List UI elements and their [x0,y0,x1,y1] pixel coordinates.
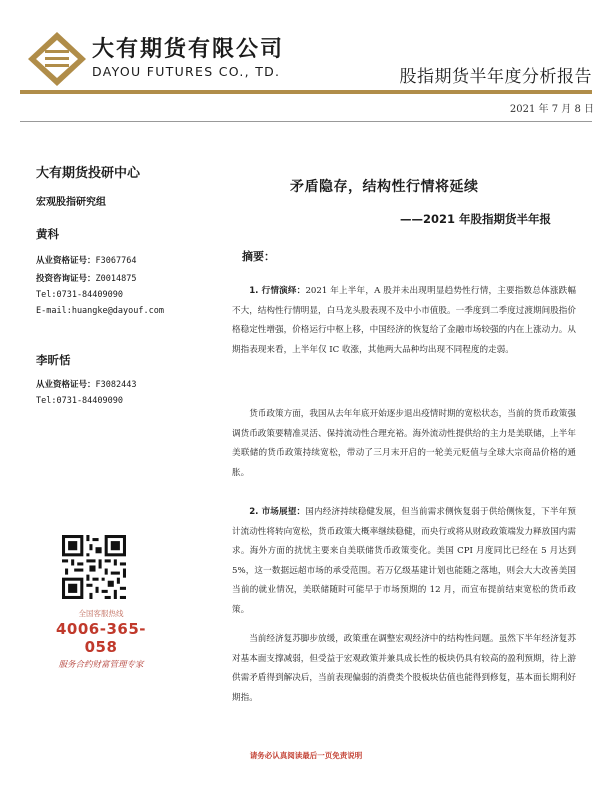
hotline-label: 全国客服热线 [78,609,124,618]
paragraph-text: 国内经济持续稳健发展，但当前需求侧恢复弱于供给侧恢复，下半年预计流动性将转向宽松，货币政策大概率继续稳健，而央行或将从财政政策端发力释放国内需求。海外方面的扰忧主要来自美联储货币政策变化。美国 CPI 月度同比已经在 5 月达到 5%，这一数据远超市场的承受范围。若万亿级基建计划也能随之落地，则会大大改善美国当前的就业情况，美联储随时可能早于市场预期的 12 月，而宣布提前结束宽松的货币政策。 [232,507,576,615]
qualification-label: 从业资格证号： [36,256,96,266]
advisory-label: 投资咨询证号： [36,274,96,284]
abstract-paragraph [232,405,576,483]
paragraph-lead: 2. 市场展望： [249,507,306,517]
customer-hotline [46,608,156,670]
dept-name: 宏观股指研究组 [36,197,106,208]
qualification-number: F3067764 [95,256,137,266]
dayou-logo-icon [26,30,88,88]
advisory-line [36,272,216,284]
abstract-paragraph [232,503,576,620]
date-divider [20,121,592,122]
disclaimer-note: 请务必认真阅读最后一页免责说明 [249,751,363,760]
advisory-number: Z0014875 [95,274,137,284]
analyst-name: 李昕恬 [36,353,71,367]
sidebar-org [36,162,206,208]
qualification-label: 从业资格证号： [36,380,96,390]
abstract-paragraph [232,630,576,708]
qualification-line [36,378,216,390]
org-name: 大有期货投研中心 [36,166,141,181]
company-logo [26,30,286,90]
analyst-email[interactable]: E-mail:huangke@dayouf.com [36,306,164,316]
paragraph-text: 当前经济复苏脚步放缓，政策重在调整宏观经济中的结构性问题。虽然下半年经济复苏对基本面支撑减弱，但受益于宏观政策并兼具成长性的板块仍具有较高的盈利预期，待上游供需矛盾得到解决后，当前表现偏弱的消费类个股板块估值也能得到修复，基本面长期利好期指。 [232,634,576,703]
analyst-tel: Tel:0731-84409090 [36,396,123,406]
paragraph-lead: 1. 行情演绎： [249,286,306,296]
analyst-name: 黄科 [36,227,59,241]
company-name-cn: 大有期货有限公司 [92,37,285,62]
abstract-paragraph [232,282,576,360]
qr-code-icon[interactable] [62,535,126,599]
qualification-line [36,254,216,266]
paragraph-text: 货币政策方面，我国从去年年底开始逐步退出疫情时期的宽松状态，当前的货币政策强调货币政策要精准灵活、保持流动性合理充裕。海外流动性提供给的主力是美联储，上半年美联储的货币政策持续宽松，带动了三月末开启的一轮美元贬值与全球大宗商品价格的通胀。 [232,409,576,478]
company-name-en: DAYOU FUTURES CO., TD. [92,64,281,79]
article-subtitle: ——2021 年股指期货半年报 [400,212,552,226]
hotline-number[interactable]: 4006-365-058 [55,620,146,656]
analyst-card [36,226,216,316]
analyst-card [36,352,216,406]
report-title: 股指期货半年度分析报告 [399,67,592,87]
company-slogan: 服务合约财富管理专家 [58,660,144,670]
header-divider [20,90,592,94]
article-title: 矛盾隐存，结构性行情将延续 [290,179,479,195]
analyst-tel: Tel:0731-84409090 [36,290,123,300]
report-date: 2021 年 7 月 8 日 [509,104,594,115]
paragraph-text: 2021 年上半年，A 股并未出现明显趋势性行情，主要指数总体涨跌幅不大，结构性行情明显，白马龙头股表现不及中小市值股。一季度到二季度过渡期间股指价格稳定性增强，价格运行中枢上移，中国经济的恢复给了金融市场较强的内在上涨动力。从期指表现来看，上半年仅 IC 收涨，其他两大品种均出现不同程度的走弱。 [232,286,576,355]
abstract-label: 摘要： [242,250,275,263]
qualification-number: F3082443 [95,380,137,390]
